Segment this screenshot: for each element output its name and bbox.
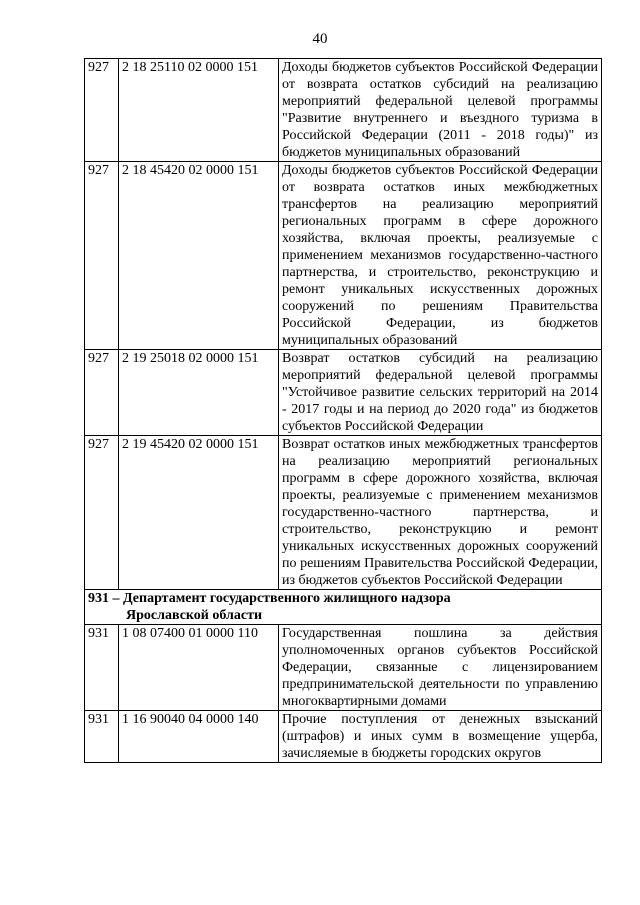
table-row	[85, 436, 602, 590]
section-title	[88, 590, 598, 624]
admin-code-cell: 927	[85, 59, 119, 162]
income-name-cell: Государственная пошлина за действия уполномоченных органов субъектов Российской Федерации, связанные с лицензированием предпринимательской деятельности по управлению многоквартирными домами	[279, 625, 602, 711]
table-row	[85, 59, 602, 162]
budget-code-cell: 1 08 07400 01 0000 110	[119, 625, 279, 711]
section-title-line2: Ярославской области	[126, 608, 263, 623]
table-row	[85, 625, 602, 711]
admin-code-cell: 927	[85, 350, 119, 436]
section-title-line1: 931 – Департамент государственного жилищного надзора	[88, 591, 451, 606]
budget-codes-table	[84, 58, 602, 763]
budget-code-cell: 2 18 45420 02 0000 151	[119, 162, 279, 350]
budget-code-cell: 1 16 90040 04 0000 140	[119, 711, 279, 763]
budget-code-cell: 2 19 25018 02 0000 151	[119, 350, 279, 436]
page-number: 40	[312, 31, 328, 47]
admin-code-cell: 927	[85, 162, 119, 350]
budget-code-cell: 2 19 45420 02 0000 151	[119, 436, 279, 590]
table-row	[85, 350, 602, 436]
table-row	[85, 711, 602, 763]
income-name-cell: Прочие поступления от денежных взысканий (штрафов) и иных сумм в возмещение ущерба, зачисляемые в бюджеты городских округов	[279, 711, 602, 763]
admin-code-cell: 931	[85, 625, 119, 711]
section-header-cell	[85, 590, 602, 625]
income-name-cell: Доходы бюджетов субъектов Российской Федерации от возврата остатков субсидий на реализацию мероприятий федеральной целевой программы "Развитие внутреннего и въездного туризма в Российской Федерации (2011 - 2018 годы)" из бюджетов муниципальных образований	[279, 59, 602, 162]
income-name-cell: Возврат остатков субсидий на реализацию мероприятий федеральной целевой программы "Устойчивое развитие сельских территорий на 2014 - 2017 годы и на период до 2020 года" из бюджетов субъектов Российской Федерации	[279, 350, 602, 436]
budget-code-cell: 2 18 25110 02 0000 151	[119, 59, 279, 162]
section-header-row	[85, 590, 602, 625]
admin-code-cell: 931	[85, 711, 119, 763]
income-name-cell: Возврат остатков иных межбюджетных трансфертов на реализацию мероприятий региональных программ в сфере дорожного хозяйства, включая проекты, реализуемые с применением механизмов государственно-частного партнерства, и строительство, реконструкцию и ремонт уникальных искусственных дорожных сооружений по решениям Правительства Российской Федерации, из бюджетов субъектов Российской Федерации	[279, 436, 602, 590]
admin-code-cell: 927	[85, 436, 119, 590]
table-row	[85, 162, 602, 350]
income-name-cell: Доходы бюджетов субъектов Российской Федерации от возврата остатков иных межбюджетных трансфертов на реализацию мероприятий региональных программ в сфере дорожного хозяйства, включая проекты, реализуемые с применением механизмов государственно-частного партнерства, и строительство, реконструкцию и ремонт уникальных искусственных дорожных сооружений по решениям Правительства Российской Федерации, из бюджетов муниципальных образований	[279, 162, 602, 350]
